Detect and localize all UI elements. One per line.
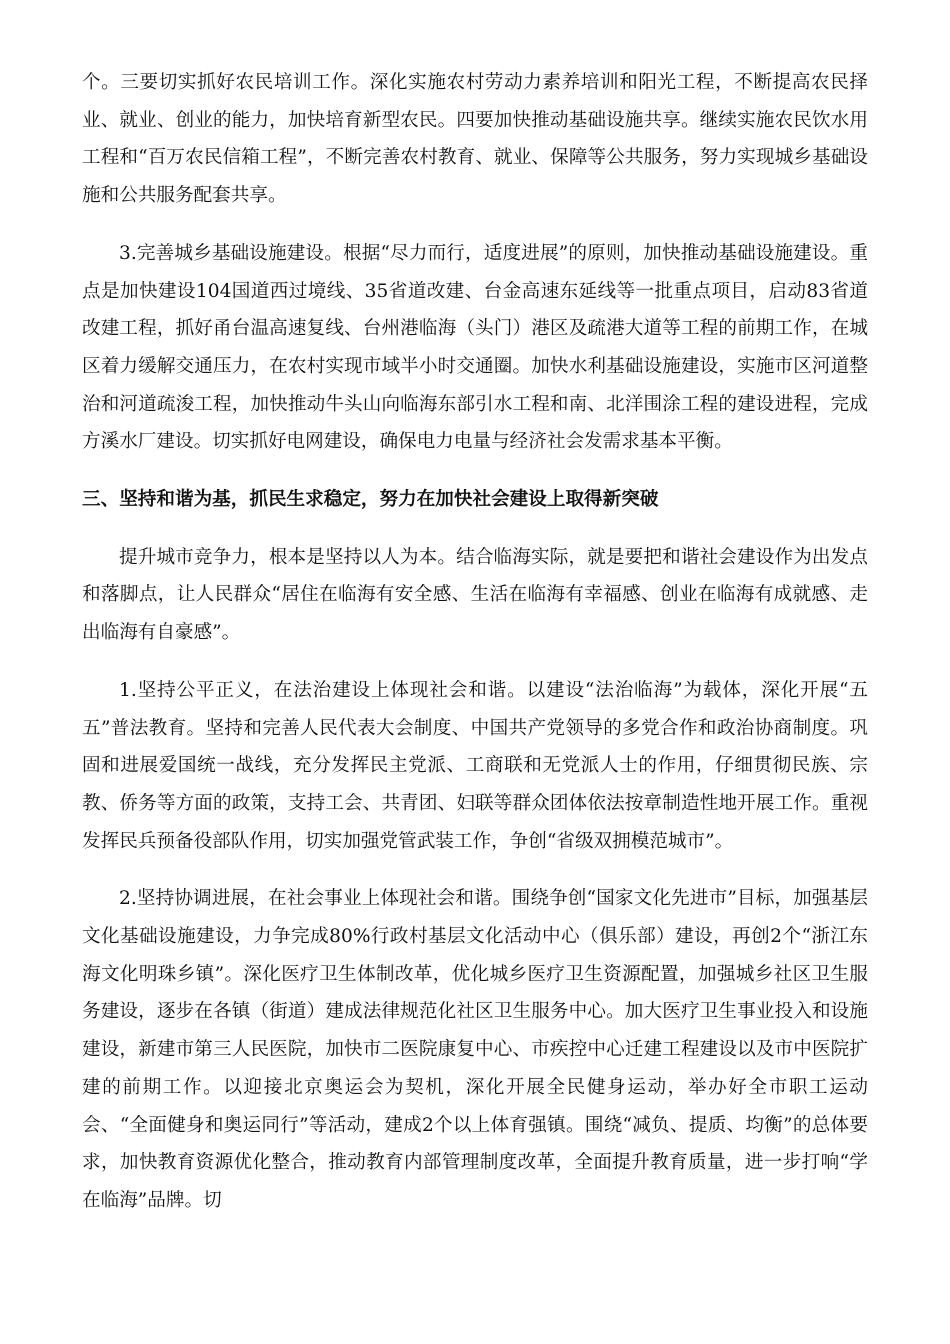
document-body (82, 64, 868, 1240)
paragraph-social-affairs: 2.坚持协调进展，在社会事业上体现社会和谐。围绕争创“国家文化先进市”目标，加强基层文化基础设施建设，力争完成80%行政村基层文化活动中心（俱乐部）建设，再创2个“浙江东海文化明珠乡镇”。深化医疗卫生体制改革，优化城乡医疗卫生资源配置，加强城乡社区卫生服务建设，逐步在各镇（街道）建成法律规范化社区卫生服务中心。加大医疗卫生事业投入和设施建设，新建市第三人民医院，加快市二医院康复中心、市疾控中心迁建工程建设以及市中医院扩建的前期工作。以迎接北京奥运会为契机，深化开展全民健身运动，举办好全市职工运动会、“全面健身和奥运同行”等活动，建成2个以上体育强镇。围绕“减负、提质、均衡”的总体要求，加快教育资源优化整合，推动教育内部管理制度改革，全面提升教育质量，进一步打响“学在临海”品牌。切 (82, 888, 868, 1211)
paragraph-rule-of-law: 1.坚持公平正义，在法治建设上体现社会和谐。以建设“法治临海”为载体，深化开展“五五”普法教育。坚持和完善人民代表大会制度、中国共产党领导的多党合作和政治协商制度。巩固和进展爱国统一战线，充分发挥民主党派、工商联和无党派人士的作用，仔细贯彻民族、宗教、侨务等方面的政策，支持工会、共青团、妇联等群众团体依法按章制造性地开展工作。重视发挥民兵预备役部队作用，切实加强党管武装工作，争创“省级双拥模范城市”。 (82, 679, 868, 852)
section-heading-3: 三、坚持和谐为基，抓民生求稳定，努力在加快社会建设上取得新突破 (82, 489, 659, 511)
paragraph-continuation: 个。三要切实抓好农民培训工作。深化实施农村劳动力素养培训和阳光工程，不断提高农民择业、就业、创业的能力，加快培育新型农民。四要加快推动基础设施共享。继续实施农民饮水用工程和“百万农民信箱工程”，不断完善农村教育、就业、保障等公共服务，努力实现城乡基础设施和公共服务配套共享。 (82, 72, 868, 207)
paragraph-infrastructure: 3.完善城乡基础设施建设。根据“尽力而行，适度进展”的原则，加快推动基础设施建设。重点是加快建设104国道西过境线、35省道改建、台金高速东延线等一批重点项目，启动83省道改建工程，抓好甬台温高速复线、台州港临海（头门）港区及疏港大道等工程的前期工作，在城区着力缓解交通压力，在农村实现市域半小时交通圈。加快水利基础设施建设，实施市区河道整治和河道疏浚工程，加快推动牛头山向临海东部引水工程和南、北洋围涂工程的建设进程，完成方溪水厂建设。切实抓好电网建设，确保电力电量与经济社会发需求基本平衡。 (82, 242, 868, 453)
paragraph-intro: 提升城市竞争力，根本是坚持以人为本。结合临海实际，就是要把和谐社会建设作为出发点和落脚点，让人民群众“居住在临海有安全感、生活在临海有幸福感、创业在临海有成就感、走出临海有自豪感”。 (82, 546, 868, 644)
